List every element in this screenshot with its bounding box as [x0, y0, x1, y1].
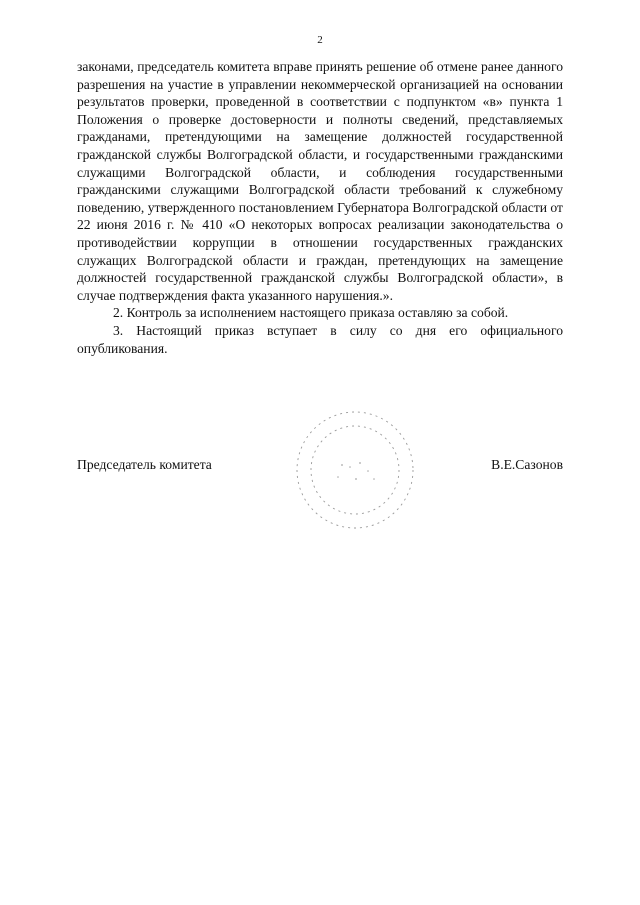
- signature-row: [77, 457, 563, 475]
- signer-name: В.Е.Сазонов: [491, 457, 563, 472]
- paragraph-control: 2. Контроль за исполнением настоящего приказа оставляю за собой.: [113, 305, 509, 321]
- page-number: 2: [317, 34, 323, 46]
- paragraph-continuation: законами, председатель комитета вправе принять решение об отмене ранее данного разрешения на участие в управлении некоммерческой организацией на основании результатов проверки, проведенной в соответствии с подпунктом «в» пункта 1 Положения о проверке достоверности и полноты сведений, представляемых гражданами, претендующими на замещение должностей государственной гражданской службы Волгоградской области, и государственными гражданскими служащими Волгоградской области, и соблюдения государственными гражданскими служащими Волгоградской области требований к служебному поведению, утвержденного постановлением Губернатора Волгоградской области от 22 июня 2016 г. № 410 «О некоторых вопросах реализации законодательства о противодействии коррупции в отношении государственных гражданских служащих Волгоградской области и граждан, претендующих на замещение должностей государственной гражданской службы Волгоградской области», в случае подтверждения факта указанного нарушения.».: [77, 59, 563, 303]
- signer-position: Председатель комитета: [77, 457, 212, 472]
- document-body: [77, 58, 563, 357]
- paragraph-effective-date: 3. Настоящий приказ вступает в силу со дня его официального опубликования.: [77, 322, 563, 356]
